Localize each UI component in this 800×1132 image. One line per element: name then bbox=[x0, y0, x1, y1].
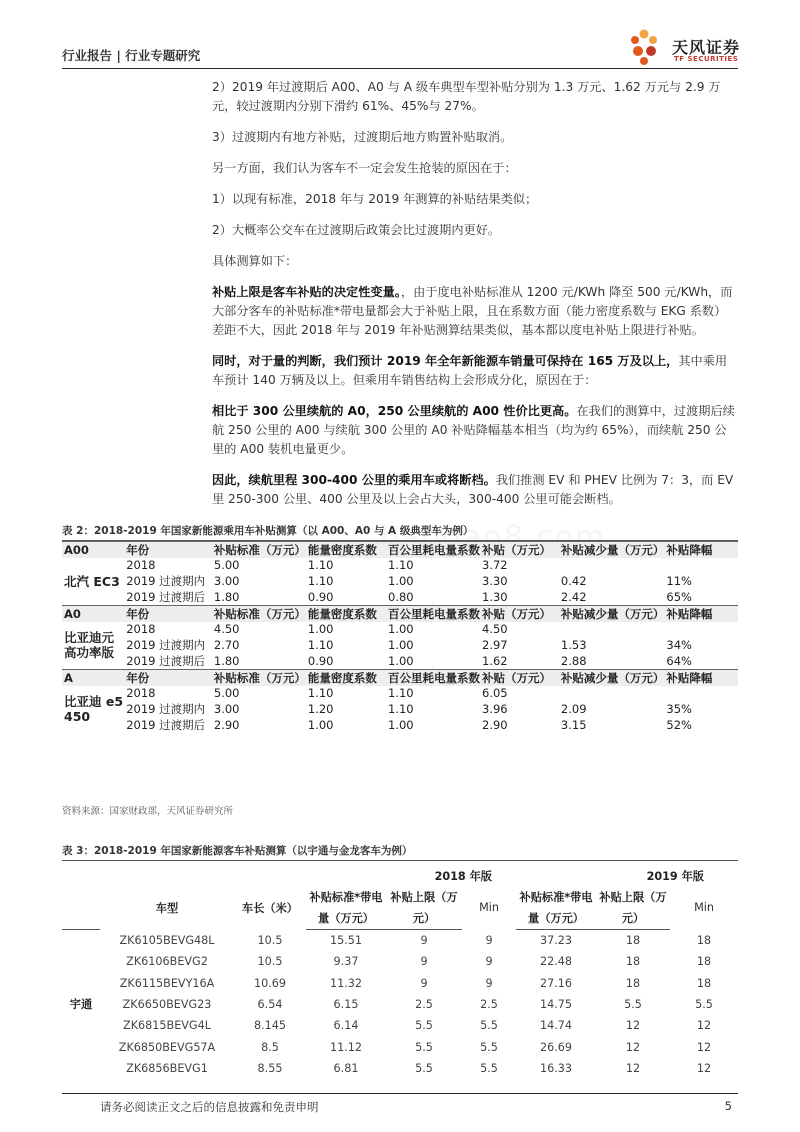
table-cell: 2.88 bbox=[560, 654, 587, 668]
table-cell: 1.00 bbox=[388, 654, 414, 668]
std-header-2018: 补贴标准*带电 bbox=[309, 890, 383, 904]
table-row bbox=[62, 972, 738, 993]
column-header: 能量密度系数 bbox=[306, 670, 386, 686]
table-cell: 18 bbox=[696, 955, 712, 969]
paragraph bbox=[212, 471, 738, 509]
paragraph-lead: 因此，续航里程 300-400 公里的乘用车或将断档。 bbox=[212, 473, 496, 487]
table-cell: 1.53 bbox=[560, 638, 587, 652]
table-cell: 0.90 bbox=[307, 654, 334, 668]
logo-subtitle: TF SECURITIES bbox=[674, 55, 739, 63]
table-row bbox=[62, 1015, 738, 1036]
table-cell: 2.97 bbox=[482, 638, 508, 652]
table-cell: 26.69 bbox=[539, 1040, 573, 1054]
table-cell: 5.5 bbox=[624, 997, 642, 1011]
table-cell: 0.80 bbox=[388, 590, 414, 604]
table-cell: 1.10 bbox=[388, 702, 414, 716]
table-cell: 2018 bbox=[126, 686, 156, 701]
vehicle-class: A00 bbox=[62, 542, 124, 558]
table-cell: 1.80 bbox=[213, 654, 240, 668]
table-cell: 52% bbox=[666, 718, 692, 732]
table-cell: ZK6815BEVG4L bbox=[123, 1019, 211, 1033]
table-cell: ZK6650BEVG23 bbox=[122, 997, 212, 1011]
table-cell bbox=[559, 622, 665, 638]
std-header-2018-unit: 量（万元） bbox=[306, 908, 386, 930]
table-cell: 1.62 bbox=[482, 654, 508, 668]
table-cell: 0.42 bbox=[560, 574, 587, 588]
paragraph-text: ，由于度电补贴标准从 1200 元/KWh 降至 500 元/KWh，而大部分客车的补贴标准*带电量都会大于补贴上限，且在系数方面（能力密度系数与 EKG 系数）差距不大，因此 2018 年与 2019 年补贴测算结果类似，基本都以度电补贴上限进行补贴。 bbox=[212, 285, 733, 337]
car-model: 比亚迪元高功率版 bbox=[64, 630, 115, 661]
vehicle-class: A0 bbox=[62, 606, 124, 622]
table-group-header bbox=[62, 606, 738, 622]
year-2019-header: 2019 年版 bbox=[646, 869, 704, 883]
table-group-header bbox=[62, 670, 738, 686]
table-cell: 5.5 bbox=[480, 1019, 498, 1033]
table-cell: 2.5 bbox=[415, 997, 433, 1011]
table-row bbox=[62, 929, 738, 951]
table-cell: 5.5 bbox=[415, 1019, 433, 1033]
table-cell bbox=[559, 686, 665, 702]
table-cell: 9 bbox=[485, 955, 493, 969]
paragraph: 1）以现有标准，2018 年与 2019 年测算的补贴结果类似； bbox=[212, 192, 538, 206]
table-cell bbox=[664, 558, 738, 574]
table-cell: 14.75 bbox=[539, 997, 573, 1011]
column-header: 能量密度系数 bbox=[306, 606, 386, 622]
table-cell: ZK6115BEVY16A bbox=[119, 976, 215, 990]
table-cell: 2018 bbox=[126, 622, 156, 637]
table-cell: 37.23 bbox=[539, 934, 573, 948]
column-header: 补贴标准（万元） bbox=[213, 542, 306, 557]
table-row bbox=[62, 622, 738, 638]
table-cell: 35% bbox=[666, 702, 692, 716]
table-row bbox=[62, 573, 738, 589]
column-header: 年份 bbox=[124, 670, 212, 686]
brand-name: 宇通 bbox=[69, 998, 93, 1012]
table-cell: 2.90 bbox=[213, 718, 240, 732]
min-header-2018: Min bbox=[479, 901, 499, 915]
table-cell: 15.51 bbox=[329, 934, 363, 948]
table-cell: 18 bbox=[625, 976, 641, 990]
paragraph: 另一方面，我们认为客车不一定会发生抢装的原因在于： bbox=[212, 161, 517, 175]
table-cell: 9 bbox=[485, 933, 493, 947]
table-cell: 5.5 bbox=[415, 1040, 433, 1054]
table-cell bbox=[559, 558, 665, 574]
table-cell: 1.10 bbox=[388, 686, 414, 701]
table-cell: ZK6850BEVG57A bbox=[118, 1040, 216, 1054]
table-cell: 2019 过渡期内 bbox=[126, 638, 206, 652]
logo-name: 天风证券 bbox=[672, 38, 741, 57]
table-cell: 12 bbox=[625, 1019, 641, 1033]
table-cell: 18 bbox=[625, 955, 641, 969]
table-cell bbox=[664, 686, 738, 702]
column-header: 补贴减少量（万元） bbox=[560, 606, 665, 621]
table-cell: 2019 过渡期后 bbox=[126, 718, 206, 732]
paragraph bbox=[212, 402, 738, 459]
table-cell: 16.33 bbox=[539, 1061, 573, 1075]
table3-title-divider bbox=[62, 860, 738, 861]
table-cell: 5.00 bbox=[213, 558, 240, 573]
table-cell: 2.5 bbox=[480, 997, 498, 1011]
table-cell: 1.10 bbox=[388, 558, 414, 573]
column-header: 补贴（万元） bbox=[480, 542, 559, 558]
column-header: 补贴减少量（万元） bbox=[560, 542, 665, 557]
table-row bbox=[62, 1036, 738, 1057]
table-cell: 5.5 bbox=[695, 997, 713, 1011]
table-cell: 12 bbox=[696, 1040, 712, 1054]
std-header-2019: 补贴标准*带电 bbox=[519, 890, 593, 904]
paragraph: 3）过渡期内有地方补贴，过渡期后地方购置补贴取消。 bbox=[212, 130, 513, 144]
table-row bbox=[62, 589, 738, 606]
paragraph-text: 其中乘用车预计 140 万辆及以上。但乘用车销售结构上会形成分化，原因在于： bbox=[212, 354, 728, 387]
table-cell: 2.90 bbox=[482, 718, 508, 732]
car-model: 北汽 EC3 bbox=[64, 573, 120, 589]
table-cell: 0.90 bbox=[307, 590, 334, 604]
table-cell: 64% bbox=[666, 654, 692, 668]
column-header: 能量密度系数 bbox=[306, 542, 386, 558]
length-header: 车长（米） bbox=[242, 901, 298, 915]
table-cell: 1.00 bbox=[388, 718, 414, 732]
car-model: 比亚迪 e5 450 bbox=[64, 694, 124, 725]
table-cell: ZK6856BEVG1 bbox=[126, 1061, 208, 1075]
table-cell: ZK6106BEVG2 bbox=[126, 955, 208, 969]
table-cell: 2019 过渡期后 bbox=[126, 590, 206, 604]
table-cell: 1.00 bbox=[388, 574, 414, 588]
table-cell: 9 bbox=[420, 955, 428, 969]
column-header: 补贴（万元） bbox=[480, 670, 559, 686]
table-row bbox=[62, 1058, 738, 1079]
bus-subsidy-table bbox=[62, 865, 738, 1079]
table3-title: 表 3：2018-2019 年国家新能源客车补贴测算（以宇通与金龙客车为例） bbox=[62, 845, 413, 857]
table-cell: 9 bbox=[485, 976, 493, 990]
table-row bbox=[62, 951, 738, 972]
table-cell: 1.00 bbox=[307, 622, 334, 637]
model-header: 车型 bbox=[155, 901, 179, 915]
table-row bbox=[62, 558, 738, 574]
table-cell: 3.00 bbox=[213, 574, 240, 588]
table-cell: 3.96 bbox=[482, 702, 508, 716]
table-cell: 1.20 bbox=[307, 702, 334, 716]
table-cell: 5.5 bbox=[480, 1061, 498, 1075]
cap-header-2018: 补贴上限（万 bbox=[390, 890, 458, 904]
table-cell: 2.42 bbox=[560, 590, 587, 604]
passenger-subsidy-table bbox=[62, 541, 738, 733]
table-group-header bbox=[62, 542, 738, 558]
column-header: 补贴标准（万元） bbox=[213, 606, 306, 621]
column-header: 百公里耗电量系数 bbox=[388, 606, 481, 621]
table-cell: 27.16 bbox=[539, 976, 573, 990]
table-cell: 6.81 bbox=[333, 1061, 359, 1075]
table-cell: 1.80 bbox=[213, 590, 240, 604]
table-cell: 14.74 bbox=[539, 1019, 573, 1033]
table-row bbox=[62, 637, 738, 653]
column-header: 补贴降幅 bbox=[664, 542, 738, 558]
header-divider bbox=[62, 68, 738, 69]
footer-disclaimer: 请务必阅读正文之后的信息披露和免责申明 bbox=[100, 1100, 319, 1114]
table-cell: 12 bbox=[696, 1019, 712, 1033]
table-cell: 12 bbox=[625, 1040, 641, 1054]
table-cell: 11% bbox=[666, 574, 692, 588]
table-cell: 2.70 bbox=[213, 638, 240, 652]
table-cell: 1.10 bbox=[307, 638, 334, 652]
table-cell: 3.30 bbox=[482, 574, 508, 588]
table-cell: 5.5 bbox=[415, 1061, 433, 1075]
table-cell: 1.10 bbox=[307, 558, 334, 573]
table-cell bbox=[664, 622, 738, 638]
table-cell: 2019 过渡期后 bbox=[126, 654, 206, 668]
table-cell: 3.15 bbox=[560, 718, 587, 732]
table-cell: 6.54 bbox=[257, 997, 283, 1011]
table-cell: 9.37 bbox=[333, 955, 359, 969]
table-cell: 18 bbox=[696, 933, 712, 947]
table-cell: 1.10 bbox=[307, 574, 334, 588]
table-cell: 6.15 bbox=[333, 997, 359, 1011]
table-cell: 8.55 bbox=[257, 1061, 283, 1075]
table-cell: 12 bbox=[696, 1061, 712, 1075]
table-row bbox=[62, 994, 738, 1015]
table-row bbox=[62, 717, 738, 733]
column-header: 补贴减少量（万元） bbox=[560, 670, 665, 685]
table2-source: 资料来源：国家财政部，天风证券研究所 bbox=[62, 806, 234, 817]
table-cell: 3.00 bbox=[213, 702, 240, 716]
table-cell: ZK6105BEVG48L bbox=[119, 933, 215, 947]
cap-header-2018-unit: 元） bbox=[386, 908, 462, 930]
paragraph bbox=[212, 283, 738, 340]
column-header: 年份 bbox=[124, 606, 212, 622]
paragraph: 2）大概率公交车在过渡期后政策会比过渡期内更好。 bbox=[212, 223, 501, 237]
table-cell: 1.30 bbox=[482, 590, 508, 604]
std-header-2019-unit: 量（万元） bbox=[516, 908, 596, 930]
paragraph-lead: 补贴上限是客车补贴的决定性变量。 bbox=[212, 285, 401, 299]
table-cell: 2.09 bbox=[560, 702, 587, 716]
paragraph-text: 我们推测 EV 和 PHEV 比例为 7：3，而 EV 里 250-300 公里、400 公里及以上会占大头，300-400 公里可能会断档。 bbox=[212, 473, 734, 506]
cap-header-2019-unit: 元） bbox=[596, 908, 670, 930]
table-cell: 12 bbox=[625, 1061, 641, 1075]
table-cell: 22.48 bbox=[539, 955, 573, 969]
table-cell: 2018 bbox=[126, 558, 156, 573]
table-cell: 9 bbox=[420, 934, 428, 948]
table-cell: 11.12 bbox=[329, 1040, 363, 1054]
table-cell: 4.50 bbox=[213, 622, 240, 637]
report-category: 行业报告 | 行业专题研究 bbox=[62, 48, 201, 63]
table-cell: 6.14 bbox=[333, 1019, 359, 1033]
table-cell: 10.5 bbox=[257, 955, 283, 969]
table-cell: 2019 过渡期内 bbox=[126, 702, 206, 716]
page-number: 5 bbox=[724, 1099, 732, 1113]
table-cell: 65% bbox=[666, 590, 692, 604]
column-header: 补贴标准（万元） bbox=[213, 670, 306, 685]
body-text bbox=[212, 78, 738, 521]
table-cell: 11.32 bbox=[329, 976, 363, 990]
paragraph-text: 在我们的测算中，过渡期后续航 250 公里的 A00 与续航 300 公里的 A0 补贴降幅基本相当（均为约 65%），而续航 250 公里的 A00 装机电量更少。 bbox=[212, 404, 735, 456]
table-cell: 8.5 bbox=[261, 1040, 279, 1054]
table-row bbox=[62, 686, 738, 702]
table-cell: 1.10 bbox=[307, 686, 334, 701]
table-row bbox=[62, 701, 738, 717]
table-cell: 18 bbox=[696, 976, 712, 990]
vehicle-class: A bbox=[62, 670, 124, 686]
table-cell: 34% bbox=[666, 638, 692, 652]
table2-title: 表 2：2018-2019 年国家新能源乘用车补贴测算（以 A00、A0 与 A 级典型车为例） bbox=[62, 525, 474, 537]
table-cell: 10.69 bbox=[253, 976, 287, 990]
table-cell: 1.00 bbox=[388, 622, 414, 637]
min-header-2019: Min bbox=[694, 901, 714, 915]
table-cell: 3.72 bbox=[482, 558, 508, 573]
table-cell: 5.00 bbox=[213, 686, 240, 701]
column-header: 年份 bbox=[124, 542, 212, 558]
column-header: 补贴（万元） bbox=[480, 606, 559, 622]
paragraph-lead: 相比于 300 公里续航的 A0，250 公里续航的 A00 性价比更高。 bbox=[212, 404, 577, 418]
column-header: 百公里耗电量系数 bbox=[388, 670, 481, 685]
footer-divider bbox=[62, 1093, 738, 1094]
table-cell: 9 bbox=[420, 976, 428, 990]
table-cell: 18 bbox=[625, 934, 641, 948]
paragraph: 具体测算如下： bbox=[212, 254, 298, 268]
column-header: 补贴降幅 bbox=[664, 606, 738, 622]
column-header: 百公里耗电量系数 bbox=[388, 542, 481, 557]
paragraph bbox=[212, 352, 738, 390]
table-cell: 8.145 bbox=[253, 1019, 287, 1033]
paragraph: 2）2019 年过渡期后 A00、A0 与 A 级车典型车型补贴分别为 1.3 万元、1.62 万元与 2.9 万元，较过渡期内分别下滑约 61%、45%与 27%。 bbox=[212, 80, 721, 113]
cap-header-2019: 补贴上限（万 bbox=[599, 890, 667, 904]
column-header: 补贴降幅 bbox=[664, 670, 738, 686]
table-cell: 10.5 bbox=[257, 933, 283, 947]
table-cell: 6.05 bbox=[482, 686, 508, 701]
table-cell: 2019 过渡期内 bbox=[126, 574, 206, 588]
table-cell: 4.50 bbox=[482, 622, 508, 637]
table-cell: 1.00 bbox=[307, 718, 334, 732]
year-2018-header: 2018 年版 bbox=[434, 869, 492, 883]
table-row bbox=[62, 653, 738, 670]
table-cell: 1.00 bbox=[388, 638, 414, 652]
table-cell: 5.5 bbox=[480, 1040, 498, 1054]
paragraph-lead: 同时，对于量的判断，我们预计 2019 年全年新能源车销量可保持在 165 万及以上， bbox=[212, 354, 679, 368]
